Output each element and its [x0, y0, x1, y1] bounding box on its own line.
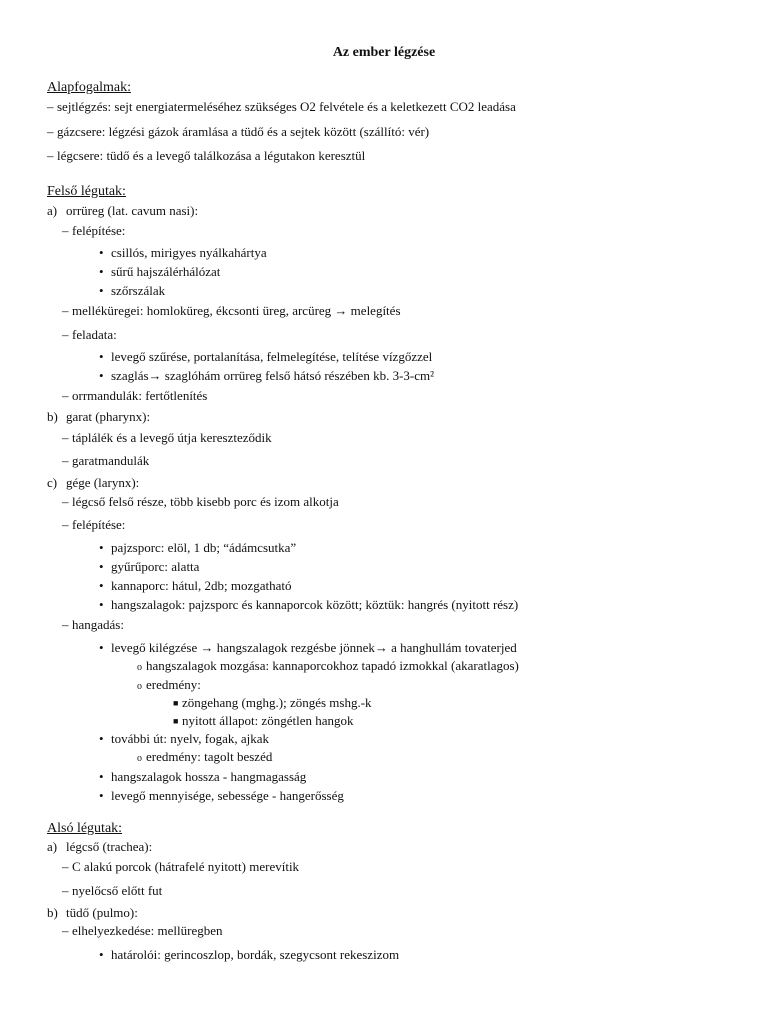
sub-sub-item: ■ nyitott állapot: zöngétlen hangok	[173, 713, 354, 728]
list-item: – táplálék és a levegő útja kereszteződik	[62, 430, 272, 445]
section-title: c) gége (larynx):	[47, 475, 140, 490]
bullet-icon: •	[99, 540, 104, 555]
dash-marker: –	[47, 99, 54, 114]
bullet-icon: •	[99, 245, 104, 260]
list-item: – felépítése:	[62, 223, 126, 238]
list-item: – orrmandulák: fertőtlenítés	[62, 388, 208, 403]
list-item: – hangadás:	[62, 617, 124, 632]
dash-marker: –	[62, 430, 69, 445]
bullet-item: • hangszalagok: pajzsporc és kannaporcok között; köztük: hangrés (nyitott rész)	[99, 597, 519, 612]
dash-marker: –	[62, 303, 69, 318]
list-item: – légcső felső része, több kisebb porc és izom alkotja	[62, 494, 339, 509]
bullet-item: • szaglás→ szaglóhám orrüreg felső hátsó részében kb. 3-3-cm²	[99, 368, 435, 383]
sub-sub-item: ■ zöngehang (mghg.); zöngés mshg.-k	[173, 695, 372, 710]
bullet-icon: •	[99, 731, 104, 746]
bullet-icon: •	[99, 368, 104, 383]
section-title: a) orrüreg (lat. cavum nasi):	[47, 203, 199, 218]
bullet-icon: •	[99, 283, 104, 298]
dash-marker: –	[62, 883, 69, 898]
bullet-item: • levegő szűrése, portalanítása, felmelegítése, telítése vízgőzzel	[99, 349, 433, 364]
circle-bullet-icon: o	[137, 662, 142, 673]
bullet-item: • kannaporc: hátul, 2db; mozgatható	[99, 578, 292, 593]
bullet-icon: •	[99, 264, 104, 279]
sub-item: o hangszalagok mozgása: kannaporcokhoz tapadó izmokkal (akaratlagos)	[137, 658, 519, 676]
list-item: – C alakú porcok (hátrafelé nyitott) merevítik	[62, 859, 300, 874]
dash-marker: –	[47, 124, 54, 139]
basics-item: – gázcsere: légzési gázok áramlása a tüdő és a sejtek között (szállító: vér)	[47, 124, 430, 139]
bullet-icon: •	[99, 640, 104, 655]
section-title: b) tüdő (pulmo):	[47, 905, 138, 920]
bullet-item: • szőrszálak	[99, 283, 166, 298]
page-title: Az ember légzése	[332, 45, 436, 60]
list-item: – feladata:	[62, 327, 117, 342]
dash-marker: –	[62, 453, 69, 468]
list-item: – garatmandulák	[62, 453, 150, 468]
list-item: – felépítése:	[62, 517, 126, 532]
sub-item: o eredmény:	[137, 677, 201, 695]
dash-marker: –	[62, 859, 69, 874]
bullet-item: • további út: nyelv, fogak, ajkak	[99, 731, 270, 746]
bullet-item: • határolói: gerincoszlop, bordák, szegycsont rekeszizom	[99, 947, 400, 962]
dash-marker: –	[62, 494, 69, 509]
dash-marker: –	[62, 327, 69, 342]
list-item: – melléküregei: homloküreg, ékcsonti üreg, arcüreg → melegítés	[62, 303, 401, 318]
dash-marker: –	[62, 388, 69, 403]
list-item: – elhelyezkedése: mellüregben	[62, 923, 223, 938]
bullet-item: • levegő kilégzése → hangszalagok rezgésbe jönnek→ a hanghullám tovaterjed	[99, 640, 517, 655]
section-title: a) légcső (trachea):	[47, 839, 153, 854]
section-title: b) garat (pharynx):	[47, 409, 151, 424]
bullet-icon: •	[99, 947, 104, 962]
basics-item: – légcsere: tüdő és a levegő találkozása a légutakon keresztül	[47, 148, 366, 163]
dash-marker: –	[62, 617, 69, 632]
bullet-item: • gyűrűporc: alatta	[99, 559, 200, 574]
basics-heading: Alapfogalmak:	[47, 80, 131, 95]
bullet-icon: •	[99, 769, 104, 784]
bullet-item: • csillós, mirigyes nyálkahártya	[99, 245, 267, 260]
sub-item: o eredmény: tagolt beszéd	[137, 749, 272, 767]
upper-heading: Felső légutak:	[47, 184, 126, 199]
square-bullet-icon: ■	[173, 698, 179, 708]
lower-heading: Alsó légutak:	[47, 821, 123, 836]
basics-item: – sejtlégzés: sejt energiatermeléséhez szükséges O2 felvétele és a keletkezett CO2 leadása	[47, 99, 516, 114]
bullet-icon: •	[99, 578, 104, 593]
bullet-icon: •	[99, 788, 104, 803]
list-item: – nyelőcső előtt fut	[62, 883, 163, 898]
dash-marker: –	[47, 148, 54, 163]
circle-bullet-icon: o	[137, 681, 142, 692]
bullet-item: • levegő mennyisége, sebessége - hangerősség	[99, 788, 344, 803]
dash-marker: –	[62, 223, 69, 238]
bullet-icon: •	[99, 597, 104, 612]
circle-bullet-icon: o	[137, 753, 142, 764]
square-bullet-icon: ■	[173, 716, 179, 726]
bullet-item: • pajzsporc: elöl, 1 db; “ádámcsutka”	[99, 540, 297, 555]
dash-marker: –	[62, 517, 69, 532]
bullet-icon: •	[99, 349, 104, 364]
bullet-item: • sűrű hajszálérhálózat	[99, 264, 221, 279]
bullet-icon: •	[99, 559, 104, 574]
bullet-item: • hangszalagok hossza - hangmagasság	[99, 769, 307, 784]
dash-marker: –	[62, 923, 69, 938]
